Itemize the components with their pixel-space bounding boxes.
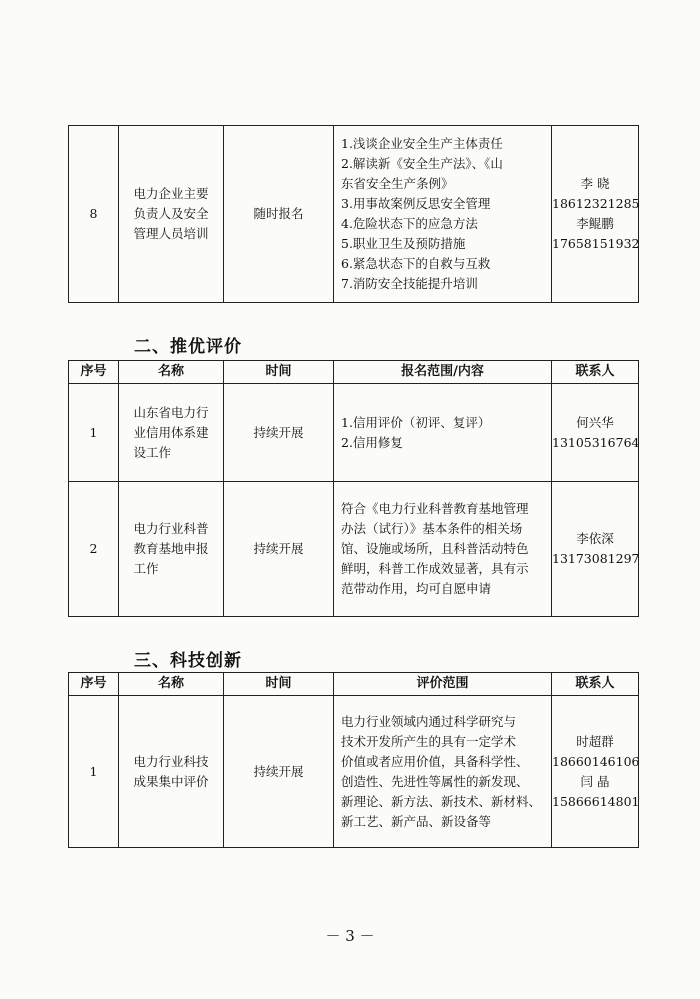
training-table (68, 125, 639, 303)
table-row (69, 482, 639, 617)
innovation-table (68, 672, 639, 848)
header-time: 时间 (224, 673, 334, 696)
row-time: 随时报名 (224, 126, 334, 303)
row-content: 1.浅谈企业安全生产主体责任 2.解读新《安全生产法》、《山 东省安全生产条例》 3.用事故案例反思安全管理 4.危险状态下的应急方法 5.职业卫生及预防措施 6.紧急状态下的自救与互救 7.消防安全技能提升培训 (334, 126, 552, 303)
row-contact: 何兴华 13105316764 (552, 384, 639, 482)
row-index: 1 (69, 384, 119, 482)
header-name: 名称 (119, 361, 224, 384)
row-time: 持续开展 (224, 482, 334, 617)
row-name: 电力行业科技 成果集中评价 (119, 696, 224, 848)
row-contact: 李依深 13173081297 (552, 482, 639, 617)
header-time: 时间 (224, 361, 334, 384)
row-name: 电力行业科普 教育基地申报 工作 (119, 482, 224, 617)
header-index: 序号 (69, 361, 119, 384)
row-content: 电力行业领域内通过科学研究与 技术开发所产生的具有一定学术 价值或者应用价值，具备科学性、 创造性、先进性等属性的新发现、 新理论、新方法、新技术、新材料、 新工艺、新产品、新设备等 (334, 696, 552, 848)
row-index: 2 (69, 482, 119, 617)
header-contact: 联系人 (552, 673, 639, 696)
row-index: 1 (69, 696, 119, 848)
row-contact: 李 晓 18612321285 李鲲鹏 17658151932 (552, 126, 639, 303)
row-time: 持续开展 (224, 384, 334, 482)
row-time: 持续开展 (224, 696, 334, 848)
page-number: － 3 － (325, 927, 375, 945)
row-name: 山东省电力行 业信用体系建 设工作 (119, 384, 224, 482)
table-row (69, 384, 639, 482)
row-contact: 时超群 18660146106 闫 晶 15866614801 (552, 696, 639, 848)
header-contact: 联系人 (552, 361, 639, 384)
header-index: 序号 (69, 673, 119, 696)
section-title-innovation: 三、科技创新 (134, 651, 242, 671)
evaluation-table (68, 360, 639, 617)
table-row (69, 126, 639, 303)
row-index: 8 (69, 126, 119, 303)
section-title-evaluation: 二、推优评价 (134, 337, 242, 357)
header-content: 报名范围/内容 (334, 361, 552, 384)
header-name: 名称 (119, 673, 224, 696)
row-name: 电力企业主要 负责人及安全 管理人员培训 (119, 126, 224, 303)
table-header (69, 361, 639, 384)
table-row (69, 696, 639, 848)
header-content: 评价范围 (334, 673, 552, 696)
table-header (69, 673, 639, 696)
row-content: 符合《电力行业科普教育基地管理 办法（试行）》基本条件的相关场 馆、设施或场所，且科普活动特色 鲜明，科普工作成效显著，具有示 范带动作用，均可自愿申请 (334, 482, 552, 617)
row-content: 1.信用评价（初评、复评） 2.信用修复 (334, 384, 552, 482)
